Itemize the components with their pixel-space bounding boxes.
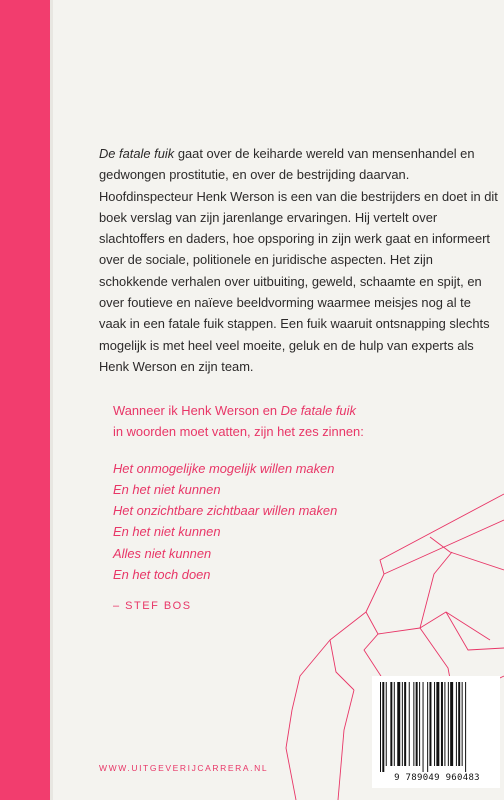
- poem: [113, 458, 473, 586]
- barcode-bar: [390, 682, 392, 766]
- quote-intro-line: [113, 400, 473, 421]
- barcode-bar: [380, 682, 381, 772]
- barcode-bar: [429, 682, 431, 766]
- barcode-bar: [450, 682, 453, 766]
- poem-line: En het toch doen: [113, 567, 211, 583]
- quote-book-title: De fatale fuik: [280, 403, 356, 418]
- poem-line: Alles niet kunnen: [113, 545, 212, 561]
- quote-intro-text: Wanneer ik Henk Werson en: [113, 403, 281, 418]
- barcode-bar: [413, 682, 414, 766]
- barcode-bar: [419, 682, 420, 766]
- barcode-bar: [394, 682, 395, 766]
- barcode-bar: [465, 682, 466, 772]
- barcode-bar: [386, 682, 387, 766]
- barcode-bar: [416, 682, 418, 766]
- blurb-text: gaat over de keiharde wereld van mensenhandel en gedwongen prostitutie, en over de bestrijding daarvan. Hoofdinspecteur Henk Werson is een van die bestrijders en doet in dit boek verslag van zijn jarenlange ervaringen. Hij vertelt over slachtoffers en daders, hoe opsporing in zijn werk gaat en informeert over de sociale, politionele en juridische aspecten. Het zijn schokkende verhalen over uitbuiting, geweld, schaamte en spijt, en over foutieve en naïeve beeldvorming waarmee meisjes nog al te vaak in een fatale fuik stappen. Een fuik waaruit ontsnapping slechts mogelijk is met heel veel moeite, geluk en de hulp van experts als Henk Werson en zijn team.: [99, 146, 498, 374]
- isbn-digits: 9 789049 960483: [394, 773, 480, 783]
- book-title-italic: De fatale fuik: [99, 146, 175, 161]
- quote-intro-line: in woorden moet vatten, zijn het zes zinnen:: [113, 424, 364, 440]
- poem-line: En het niet kunnen: [113, 481, 221, 497]
- barcode-bar: [427, 682, 428, 772]
- poem-line: Het onmogelijke mogelijk willen maken: [113, 460, 335, 476]
- barcode-bar: [409, 682, 410, 766]
- poem-line: En het niet kunnen: [113, 524, 221, 540]
- barcode-bar: [423, 682, 424, 772]
- barcode-bar: [456, 682, 457, 766]
- quote-intro: [113, 400, 473, 443]
- publisher-website[interactable]: WWW.UITGEVERIJCARRERA.NL: [99, 763, 269, 773]
- barcode-bar: [397, 682, 400, 766]
- endorsement-quote: [113, 400, 473, 612]
- barcode-bar: [436, 682, 439, 766]
- barcode-bar: [382, 682, 384, 772]
- barcode-bar: [402, 682, 403, 766]
- isbn-barcode: [372, 676, 500, 788]
- barcode-bar: [404, 682, 406, 766]
- barcode-bar: [441, 682, 443, 766]
- barcode-bar: [462, 682, 463, 766]
- quote-attribution: – STEF BOS: [113, 600, 192, 613]
- barcode-bar: [458, 682, 460, 766]
- barcode-bar: [444, 682, 445, 766]
- barcode-bars: [372, 676, 500, 772]
- barcode-bar: [448, 682, 449, 766]
- poem-line: Het onzichtbare zichtbaar willen maken: [113, 503, 338, 519]
- barcode-bar: [434, 682, 435, 766]
- blurb-paragraph: [99, 143, 499, 377]
